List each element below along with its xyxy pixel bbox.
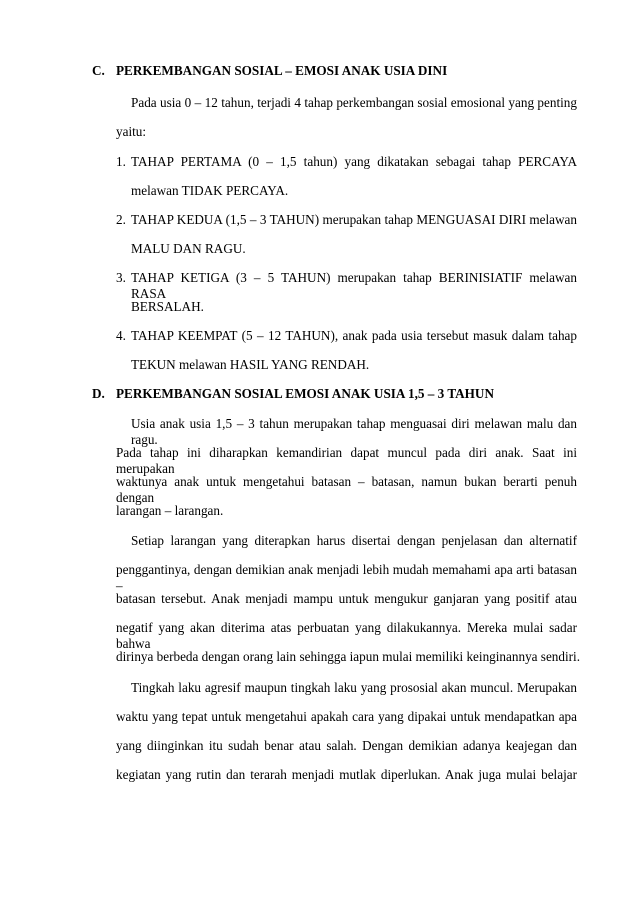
paragraph-line: Tingkah laku agresif maupun tingkah laku yang prososial akan muncul. Merupakan <box>131 680 577 695</box>
list-item-text: melawan TIDAK PERCAYA. <box>131 183 289 198</box>
section-c-letter: C. <box>92 63 105 78</box>
paragraph-line: waktunya anak untuk mengetahui batasan – batasan, namun bukan berarti penuh dengan <box>116 474 577 505</box>
paragraph-line: kegiatan yang rutin dan terarah menjadi mutlak diperlukan. Anak juga mulai belajar <box>116 767 577 782</box>
list-item-text: TAHAP KEDUA (1,5 – 3 TAHUN) merupakan tahap MENGUASAI DIRI melawan <box>131 212 577 227</box>
list-item-text: TAHAP KETIGA (3 – 5 TAHUN) merupakan tahap BERINISIATIF melawan RASA <box>131 270 577 301</box>
section-d-letter: D. <box>92 386 105 401</box>
list-item-text: TAHAP PERTAMA (0 – 1,5 tahun) yang dikatakan sebagai tahap PERCAYA <box>131 154 577 169</box>
section-c-intro-line: Pada usia 0 – 12 tahun, terjadi 4 tahap perkembangan sosial emosional yang penting <box>131 95 577 110</box>
paragraph-line: dirinya berbeda dengan orang lain sehingga iapun mulai memiliki keinginannya sendiri. <box>116 649 580 664</box>
list-item-text: TAHAP KEEMPAT (5 – 12 TAHUN), anak pada usia tersebut masuk dalam tahap <box>131 328 577 343</box>
section-c-intro-line: yaitu: <box>116 124 147 139</box>
paragraph-line: larangan – larangan. <box>116 503 224 518</box>
list-item-number: 3. <box>116 270 126 285</box>
section-c-title: PERKEMBANGAN SOSIAL – EMOSI ANAK USIA DINI <box>116 63 448 78</box>
paragraph-line: Usia anak usia 1,5 – 3 tahun merupakan tahap menguasai diri melawan malu dan ragu. <box>131 416 577 447</box>
paragraph-line: penggantinya, dengan demikian anak menjadi lebih mudah memahami apa arti batasan – <box>116 562 577 593</box>
paragraph-line: negatif yang akan diterima atas perbuatan yang dilakukannya. Mereka mulai sadar bahwa <box>116 620 577 651</box>
section-d-title: PERKEMBANGAN SOSIAL EMOSI ANAK USIA 1,5 – 3 TAHUN <box>116 386 494 401</box>
list-item-text: MALU DAN RAGU. <box>131 241 246 256</box>
paragraph-line: yang diinginkan itu sudah benar atau salah. Dengan demikian adanya keajegan dan <box>116 738 577 753</box>
list-item-text: TEKUN melawan HASIL YANG RENDAH. <box>131 357 370 372</box>
list-item-text: BERSALAH. <box>131 299 204 314</box>
paragraph-line: Pada tahap ini diharapkan kemandirian dapat muncul pada diri anak. Saat ini merupakan <box>116 445 577 476</box>
paragraph-line: batasan tersebut. Anak menjadi mampu untuk mengukur ganjaran yang positif atau <box>116 591 577 606</box>
list-item-number: 4. <box>116 328 126 343</box>
paragraph-line: Setiap larangan yang diterapkan harus disertai dengan penjelasan dan alternatif <box>131 533 577 548</box>
list-item-number: 2. <box>116 212 126 227</box>
list-item-number: 1. <box>116 154 126 169</box>
paragraph-line: waktu yang tepat untuk mengetahui apakah cara yang dipakai untuk mendapatkan apa <box>116 709 577 724</box>
